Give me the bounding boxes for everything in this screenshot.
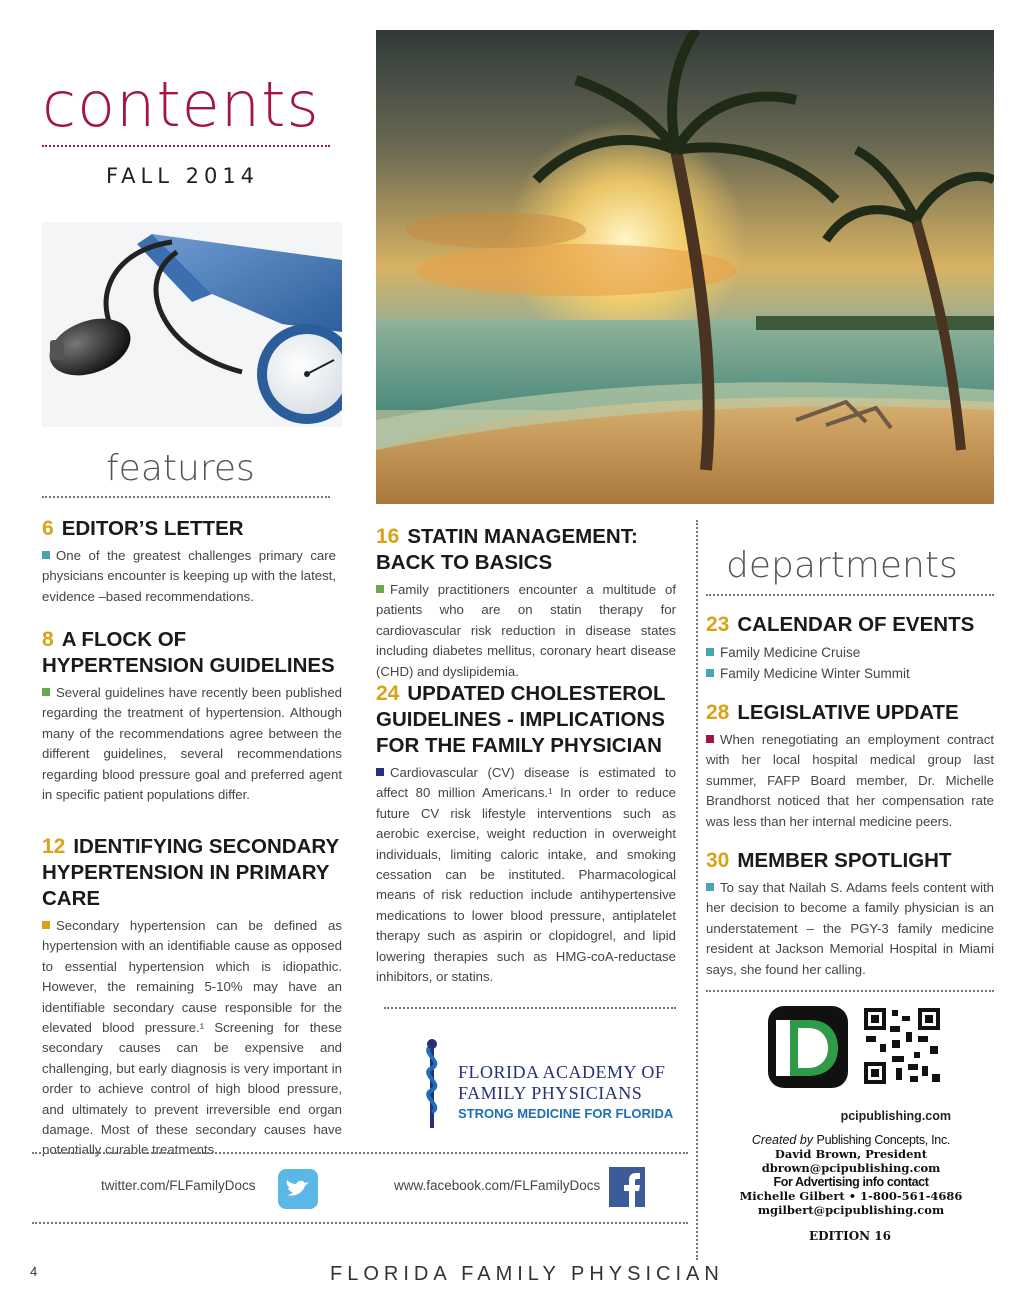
magazine-name: FLORIDA FAMILY PHYSICIAN xyxy=(330,1263,724,1285)
twitter-link[interactable]: twitter.com/FLFamilyDocs xyxy=(101,1178,256,1193)
qr-code[interactable] xyxy=(862,1006,942,1086)
article-summary: Family practitioners encounter a multitude of patients who are on statin therapy for cardiovascular risk reduction in disease states including diabetes mellitus, coronary heart disease (CHD) and dyslipidemia. xyxy=(376,582,676,679)
feature-article: 24 UPDATED CHOLESTEROL GUIDELINES - IMPLICATIONS FOR THE FAMILY PHYSICIAN Cardiovascular (CV) disease is estimated to affect 80 million Americans.¹ In order to reduce future CV risk lifestyle interventions such as aerobic exercise, weight reduction in overweight individuals, limiting caloric intake, and smoking cessation can be instituted. Pharmacological means of risk reduction include antihypertensive medications to lower blood pressure, antiplatelet therapy such as aspirin or clopidogrel, and lipid lowering therapies such as HMG-coA-reductase inhibitors, or statins. xyxy=(376,682,676,985)
article-title: CALENDAR OF EVENTS xyxy=(737,613,975,636)
features-heading: features xyxy=(106,448,255,489)
twitter-icon[interactable] xyxy=(278,1169,318,1209)
divider xyxy=(706,990,994,992)
divider xyxy=(32,1222,688,1224)
blood-pressure-cuff-image xyxy=(42,222,342,427)
season-label: FALL 2014 xyxy=(106,164,260,188)
article-summary: Secondary hypertension can be defined as hypertension with an identifiable cause as opposed to essential hypertension which is idiopathic. However, the remaining 5-10% may have an identifiable secondary cause responsible for the elevated blood pressure.¹ Screening for these secondary causes can be expensive and challenging, but early diagnosis is very important in order to achieve control of high blood pressure, and ultimately to prevent irreversible end organ damage. Most of these secondary causes have potentially curable treatments. xyxy=(42,918,342,1158)
divider xyxy=(32,1152,688,1154)
fafp-tagline: STRONG MEDICINE FOR FLORIDA xyxy=(458,1106,674,1121)
article-title: IDENTIFYING SECONDARY HYPERTENSION IN PRIMARY CARE xyxy=(42,835,339,910)
fafp-name-line2: FAMILY PHYSICIANS xyxy=(458,1083,643,1103)
department-article: 30 MEMBER SPOTLIGHT To say that Nailah S. Adams feels content with her decision to become a family physician is an understatement – the PGY-3 family medicine resident at Jackson Memorial Hospital in Miami says, she found her calling. xyxy=(706,849,994,977)
article-title: STATIN MANAGEMENT: BACK TO BASICS xyxy=(376,525,638,574)
publisher-info xyxy=(706,1133,996,1217)
feature-article: 12 IDENTIFYING SECONDARY HYPERTENSION IN PRIMARY CARE Secondary hypertension can be defined as hypertension with an identifiable cause as opposed to essential hypertension which is idiopathic. However, the remaining 5-10% may have an identifiable secondary cause responsible for the elevated blood pressure.¹ Screening for these secondary causes can be expensive and challenging, but early diagnosis is very important in order to achieve control of high blood pressure, and ultimately to prevent irreversible end organ damage. Most of these secondary causes have potentially curable treatments. xyxy=(42,835,342,1158)
beach-photo xyxy=(376,30,994,504)
divider xyxy=(42,496,330,498)
article-title: A FLOCK OF HYPERTENSION GUIDELINES xyxy=(42,628,335,677)
page-number: 4 xyxy=(30,1264,38,1279)
article-title: UPDATED CHOLESTEROL GUIDELINES - IMPLICATIONS FOR THE FAMILY PHYSICIAN xyxy=(376,682,666,757)
divider xyxy=(384,1007,676,1009)
pci-logo xyxy=(768,1006,848,1088)
feature-article: 16 STATIN MANAGEMENT: BACK TO BASICS Family practitioners encounter a multitude of patients who are on statin therapy for cardiovascular risk reduction in disease states including diabetes mellitus, coronary heart disease (CHD) and dyslipidemia. xyxy=(376,525,676,679)
facebook-icon[interactable] xyxy=(609,1167,645,1207)
department-article: 28 LEGISLATIVE UPDATE When renegotiating an employment contract with her local hospital medical group last summer, FAFP Board member, Dr. Michelle Brandhorst noticed that her compensation rate was less than her internal medicine peers. xyxy=(706,701,994,829)
advertising-label: For Advertising info contact xyxy=(773,1175,929,1189)
article-summary: One of the greatest challenges primary care physicians encounter is keeping up with the latest, evidence –based recommendations. xyxy=(42,548,336,604)
created-by-label: Created by xyxy=(751,1133,814,1147)
article-summary: Several guidelines have recently been published regarding the treatment of hypertension. Although many of the recommendations agree between the different guidelines, several recommendations regarding blood pressure goal and preferred agent in specific patient populations differ. xyxy=(42,685,342,803)
publisher-email[interactable]: dbrown@pcipublishing.com xyxy=(761,1161,941,1175)
article-summary: To say that Nailah S. Adams feels content with her decision to become a family physician is an understatement – the PGY-3 family medicine resident at Jackson Memorial Hospital in Miami says, she found her calling. xyxy=(706,880,994,977)
caduceus-icon xyxy=(414,1038,450,1130)
publisher-name: Publishing Concepts, Inc. xyxy=(816,1133,951,1147)
advertising-contact: Michelle Gilbert • 1-800-561-4686 xyxy=(739,1189,963,1203)
departments-heading: departments xyxy=(726,545,958,586)
article-title: EDITOR’S LETTER xyxy=(61,517,244,540)
fafp-name-line1: FLORIDA ACADEMY OF xyxy=(458,1062,666,1082)
article-title: MEMBER SPOTLIGHT xyxy=(737,849,952,872)
feature-article: 6 EDITOR’S LETTER One of the greatest challenges primary care physicians encounter is keeping up with the latest, evidence –based recommendations. xyxy=(42,517,336,604)
facebook-link[interactable]: www.facebook.com/FLFamilyDocs xyxy=(394,1178,601,1193)
publisher-website[interactable]: pcipublishing.com xyxy=(840,1109,951,1123)
list-item: Family Medicine Winter Summit xyxy=(706,663,994,684)
column-divider xyxy=(696,520,698,1260)
feature-article: 8 A FLOCK OF HYPERTENSION GUIDELINES Several guidelines have recently been published regarding the treatment of hypertension. Although many of the recommendations agree between the different guidelines, several recommendations regarding blood pressure goal and preferred agent in specific patient populations differ. xyxy=(42,628,342,803)
publisher-president: David Brown, President xyxy=(774,1147,928,1161)
advertising-email[interactable]: mgilbert@pcipublishing.com xyxy=(757,1203,945,1217)
fafp-logo xyxy=(414,1038,694,1130)
divider xyxy=(706,594,994,596)
divider xyxy=(42,145,330,147)
contents-title: contents xyxy=(42,68,320,141)
department-article: 23 CALENDAR OF EVENTS Family Medicine Cruise Family Medicine Winter Summit xyxy=(706,612,994,684)
edition-label: EDITION 16 xyxy=(809,1229,892,1243)
list-item: Family Medicine Cruise xyxy=(706,642,994,663)
article-summary: Cardiovascular (CV) disease is estimated to affect 80 million Americans.¹ In order to reduce future CV risk lifestyle interventions such as aerobic exercise, weight reduction in overweight individuals, limiting caloric intake, and smoking cessation can be instituted. Pharmacological means of risk reduction include antihypertensive medications to lower blood pressure, antiplatelet therapy such as aspirin or clopidogrel, and lipid lowering therapies such as HMG-coA-reductase inhibitors, or statins. xyxy=(376,765,676,985)
article-title: LEGISLATIVE UPDATE xyxy=(737,701,959,724)
article-summary: When renegotiating an employment contract with her local hospital medical group last summer, FAFP Board member, Dr. Michelle Brandhorst noticed that her compensation rate was less than her internal medicine peers. xyxy=(706,732,994,829)
